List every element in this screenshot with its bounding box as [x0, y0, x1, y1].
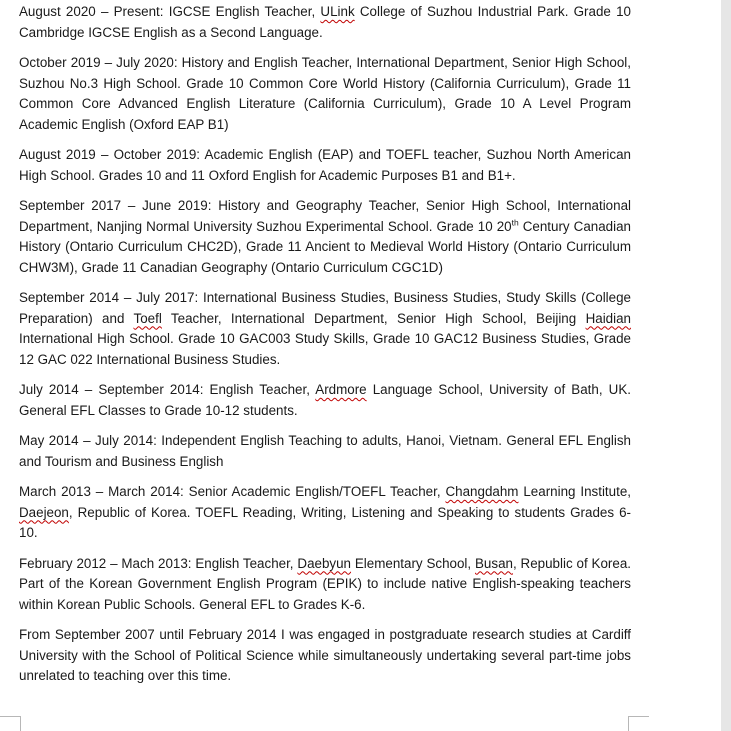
spellcheck-word: Daejeon: [19, 504, 69, 520]
margin-marker-right: [628, 716, 649, 731]
spellcheck-word: Toefl: [133, 310, 162, 326]
superscript-text: th: [511, 217, 519, 228]
paragraph: [19, 431, 631, 472]
spellcheck-word: Changdahm: [445, 484, 519, 499]
text-run: , Republic of Korea. TOEFL Reading, Writing, Listening and Speaking to students Grades 6-10.: [19, 504, 631, 540]
text-run: Elementary School,: [351, 555, 475, 571]
text-run: , Republic of Korea. Part of the Korean Government English Program (EPIK) to include native English-speaking teachers within Korean Public Schools. General EFL to Grades K-6.: [19, 555, 631, 612]
paragraph: [19, 554, 631, 616]
paragraph: [19, 288, 631, 370]
text-run: Language School, University of Bath, UK. General EFL Classes to Grade 10-12 students.: [19, 382, 631, 418]
text-run: International High School. Grade 10 GAC003 Study Skills, Grade 10 GAC12 Business Studies, Grade 12 GAC 022 International Business Studies.: [19, 331, 631, 367]
text-run: July 2014 – September 2014: English Teacher,: [19, 382, 316, 397]
spellcheck-word: ULink: [320, 4, 355, 19]
window-gutter: [721, 0, 731, 731]
text-run: May 2014 – July 2014: Independent English Teaching to adults, Hanoi, Vietnam. General EFL English and Tourism and Business English: [19, 433, 631, 469]
text-run: March 2013 – March 2014: Senior Academic English/TOEFL Teacher,: [19, 484, 446, 499]
text-run: October 2019 – July 2020: History and English Teacher, International Department, Senior High School, Suzhou No.3 High School. Grade 10 Common Core World History (California Curriculum), Grade 11 Common Core Advanced English Literature (California Curriculum), Grade 10 A Level Program Academic English (Oxford EAP B1): [19, 55, 631, 132]
spellcheck-word: Busan: [475, 555, 513, 571]
text-run: February 2012 – Mach 2013: English Teacher,: [19, 555, 298, 571]
text-run: August 2020 – Present: IGCSE English Teacher,: [19, 4, 321, 19]
text-run: September 2017 – June 2019: History and Geography Teacher, Senior High School, International Department, Nanjing Normal University Suzhou Experimental School. Grade 10 20: [19, 198, 631, 234]
paragraph: [19, 380, 631, 421]
text-run: Learning Institute,: [518, 484, 631, 499]
text-run: From September 2007 until February 2014 I was engaged in postgraduate research studies at Cardiff University with the School of Political Science while simultaneously undertaking several part-time jobs unrelated to teaching over this time.: [19, 627, 631, 683]
text-run: Century Canadian History (Ontario Curriculum CHC2D), Grade 11 Ancient to Medieval World History (Ontario Curriculum CHW3M), Grade 11 Canadian Geography (Ontario Curriculum CGC1D): [19, 218, 631, 275]
text-run: August 2019 – October 2019: Academic English (EAP) and TOEFL teacher, Suzhou North American High School. Grades 10 and 11 Oxford English for Academic Purposes B1 and B1+.: [19, 147, 631, 183]
text-run: Teacher, International Department, Senior High School, Beijing: [161, 310, 586, 326]
margin-marker-left: [0, 716, 21, 731]
text-run: College of Suzhou Industrial Park. Grade 10 Cambridge IGCSE English as a Second Language.: [19, 4, 631, 40]
spellcheck-word: Haidian: [585, 310, 631, 326]
spellcheck-word: Ardmore: [315, 382, 367, 397]
text-run: September 2014 – July 2017: International Business Studies, Business Studies, Study Skills (College Preparation) and: [19, 290, 631, 326]
paragraph: [19, 196, 631, 278]
paragraph: [19, 53, 631, 135]
paragraph: [19, 625, 631, 687]
spellcheck-word: Daebyun: [297, 555, 352, 571]
paragraph: [19, 482, 631, 544]
paragraph: [19, 145, 631, 186]
document-body[interactable]: [19, 2, 631, 697]
paragraph: [19, 2, 631, 43]
